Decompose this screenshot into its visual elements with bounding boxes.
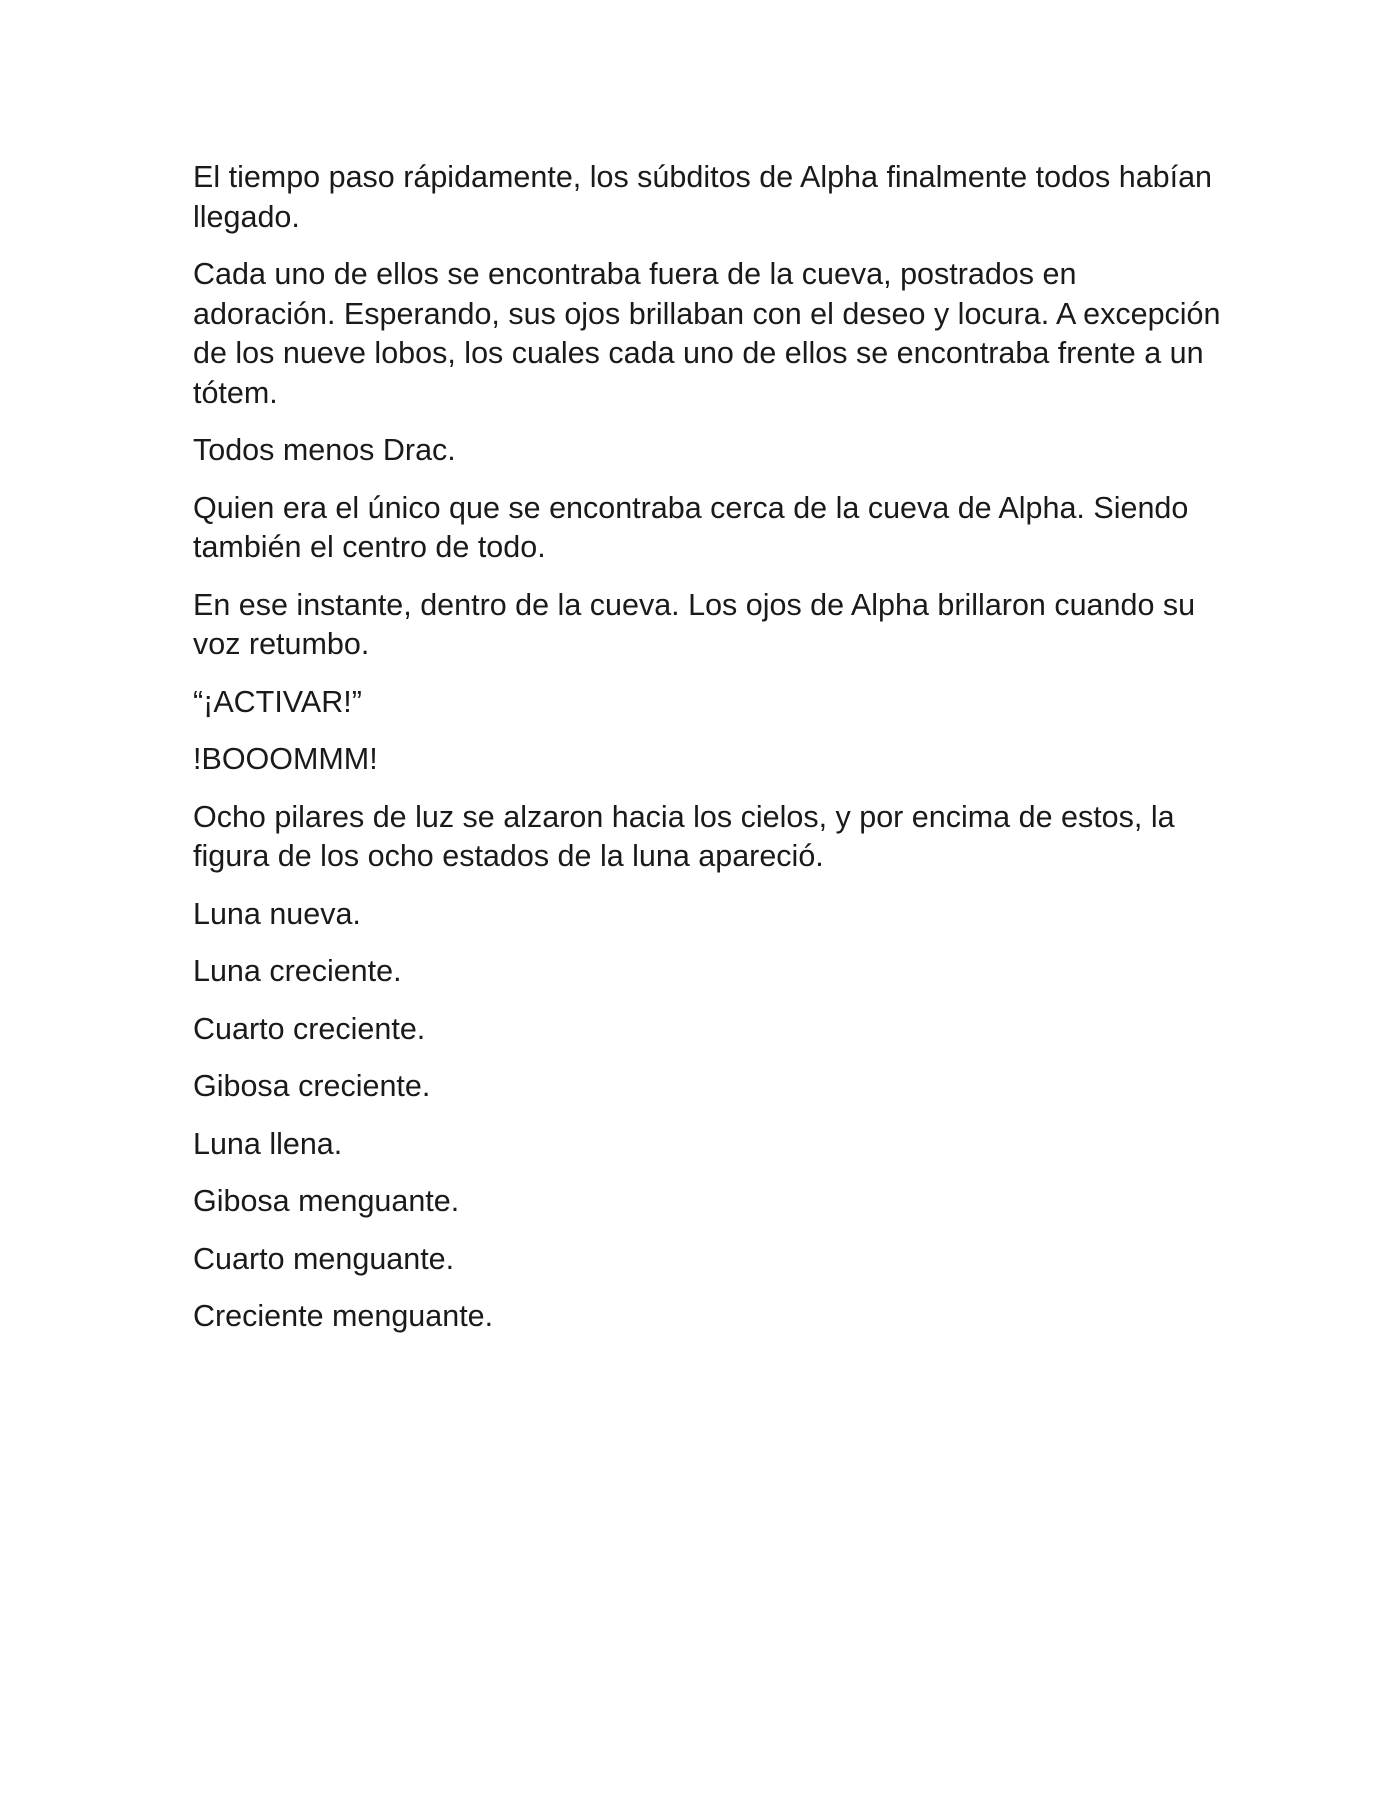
paragraph-13: Luna llena. <box>193 1126 343 1161</box>
paragraph-5: En ese instante, dentro de la cueva. Los ojos de Alpha brillaron cuando su voz retumbo. <box>193 587 1196 661</box>
document-body <box>193 158 1223 1355</box>
paragraph-9: Luna nueva. <box>193 896 361 931</box>
paragraph-4: Quien era el único que se encontraba cerca de la cueva de Alpha. Siendo también el centro de todo. <box>193 490 1189 564</box>
paragraph-2: Cada uno de ellos se encontraba fuera de la cueva, postrados en adoración. Esperando, sus ojos brillaban con el deseo y locura. A excepción de los nueve lobos, los cuales cada uno de ellos se encontraba frente a un tótem. <box>193 257 1221 410</box>
paragraph-6: “¡ACTIVAR!” <box>193 684 362 719</box>
paragraph-16: Creciente menguante. <box>193 1299 494 1333</box>
paragraph-15: Cuarto menguante. <box>193 1241 455 1276</box>
paragraph-14: Gibosa menguante. <box>193 1184 460 1218</box>
paragraph-12: Gibosa creciente. <box>193 1069 431 1103</box>
paragraph-7: !BOOOMMM! <box>193 742 378 776</box>
paragraph-3: Todos menos Drac. <box>193 433 456 467</box>
paragraph-8: Ocho pilares de luz se alzaron hacia los cielos, y por encima de estos, la figura de los ocho estados de la luna apareció. <box>193 799 1175 873</box>
paragraph-1: El tiempo paso rápidamente, los súbditos de Alpha finalmente todos habían llegado. <box>193 160 1213 234</box>
paragraph-11: Cuarto creciente. <box>193 1011 426 1046</box>
paragraph-10: Luna creciente. <box>193 954 402 988</box>
